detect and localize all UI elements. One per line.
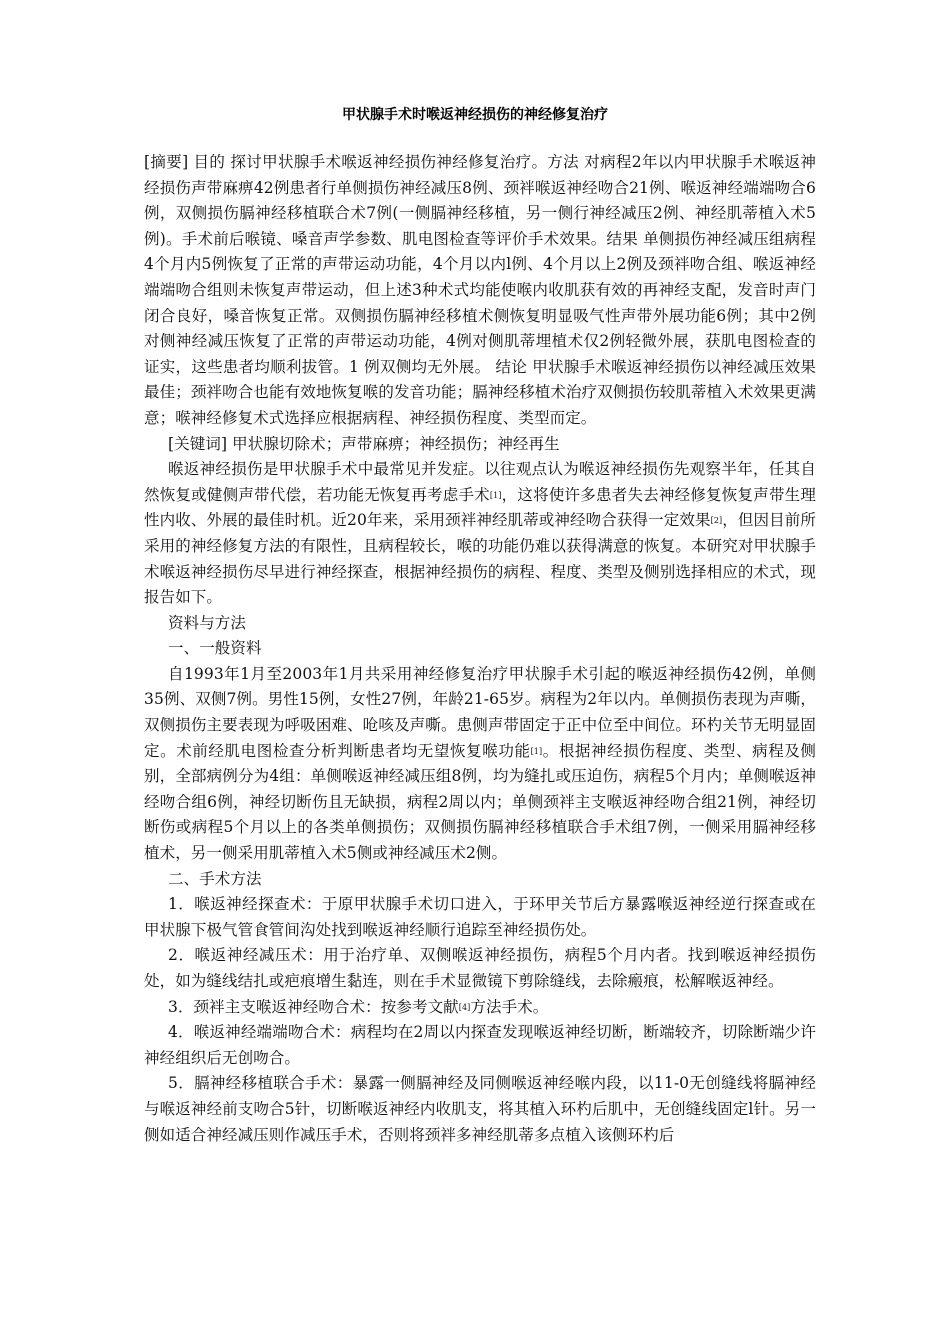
general-text-a: 自1993年1月至2003年1月共采用神经修复治疗甲状腺手术引起的喉返神经损伤42例，单侧35例、双侧7例。男性15例，女性27例，年龄21-65岁。病程为2年以内。单侧损伤表现为声嘶，双侧损伤主要表现为呼吸困难、呛咳及声嘶。患侧声带固定于正中位至中间位。环杓关节无明显固定。术前经肌电图检查分析判断患者均无望恢复喉功能 bbox=[144, 664, 816, 760]
general-text-b: 。根据神经损伤程度、类型、病程及侧别，全部病例分为4组：单侧喉返神经减压组8例，均为缝扎或压迫伤，病程5个月内；单侧喉返神经吻合组6例，神经切断伤且无缺损，病程2周以内；单侧颈袢主支喉返神经吻合组21例，神经切断伤或病程5个月以上的各类单侧损伤；双侧损伤膈神经移植联合手术组7例，一侧采用膈神经移植术，另一侧采用肌蒂植入术5侧或神经减压术2侧。 bbox=[144, 741, 817, 863]
article-body bbox=[144, 150, 816, 1148]
subsection-heading-general: 一、一般资料 bbox=[168, 639, 262, 658]
intro-text-b: ，这将使许多患者失去神经修复恢复声带生理性内收、外展的最佳时机。近20年来，采用颈袢神经肌蒂或神经吻合获得一定效果 bbox=[144, 485, 816, 530]
intro-text-a: 喉返神经损伤是甲状腺手术中最常见并发症。以往观点认为喉返神经损伤先观察半年，任其自然恢复或健侧声带代偿，若功能无恢复再考虑手术 bbox=[144, 460, 816, 504]
abstract-paragraph: [摘要] 目的 探讨甲状腺手术喉返神经损伤神经修复治疗。方法 对病程2年以内甲状腺手术喉返神经损伤声带麻痹42例患者行单侧损伤神经减压8例、颈袢喉返神经吻合21例、喉返神经端端吻合6例，双侧损伤膈神经移植联合术7例(一侧膈神经移植，另一侧行神经减压2例、神经肌蒂植入术5例)。手术前后喉镜、嗓音声学参数、肌电图检查等评价手术效果。结果 单侧损伤神经减压组病程4个月内5例恢复了正常的声带运动功能，4个月以内l例、4个月以上2例及颈袢吻合组、喉返神经端端吻合组则未恢复声带运动，但上述3种术式均能使喉内收肌获有效的再神经支配，发音时声门闭合良好，嗓音恢复正常。双侧损伤膈神经移植术侧恢复明显吸气性声带外展功能6例；其中2例对侧神经减压恢复了正常的声带运动功能，4例对侧肌蒂埋植术仅2例轻微外展，获肌电图检查的证实，这些患者均顺利拔管。1 例双侧均无外展。 结论 甲状腺手术喉返神经损伤以神经减压效果最佳；颈袢吻合也能有效地恢复喉的发音功能；膈神经移植术治疗双侧损伤较肌蒂植入术效果更满意；喉神经修复术式选择应根据病程、神经损伤程度、类型而定。 bbox=[144, 153, 816, 427]
document-title: 甲状腺手术时喉返神经损伤的神经修复治疗 bbox=[342, 107, 608, 123]
intro-text-c: ，但因目前所采用的神经修复方法的有限性，且病程较长，喉的功能仍难以获得满意的恢复。本研究对甲状腺手术喉返神经损伤尽早进行神经探查，根据神经损伤的病程、程度、类型及侧别选择相应的术式，现报告如下。 bbox=[144, 511, 816, 607]
method-paragraph-4: 4．喉返神经端端吻合术：病程均在2周以内探查发现喉返神经切断，断端较齐，切除断端少许神经组织后无创吻合。 bbox=[144, 1023, 816, 1067]
method-3-text-a: 3．颈袢主支喉返神经吻合术：按参考文献 bbox=[168, 997, 459, 1016]
citation-ref-2: [2] bbox=[710, 516, 723, 526]
method-paragraph-2: 2．喉返神经减压术：用于治疗单、双侧喉返神经损伤，病程5个月内者。找到喉返神经损伤处，如为缝线结扎或疤痕增生黏连，则在手术显微镜下剪除缝线，去除瘢痕，松解喉返神经。 bbox=[144, 946, 816, 990]
method-paragraph-3 bbox=[144, 995, 816, 1021]
subsection-heading-surgery: 二、手术方法 bbox=[168, 869, 262, 888]
citation-ref-1: [1] bbox=[489, 490, 502, 500]
general-data-paragraph bbox=[144, 662, 816, 867]
citation-ref-general: [1] bbox=[530, 746, 543, 756]
intro-paragraph bbox=[144, 457, 816, 611]
method-paragraph-1: 1．喉返神经探查术：于原甲状腺手术切口进入，于环甲关节后方暴露喉返神经逆行探查或在甲状腺下极气管食管间沟处找到喉返神经顺行追踪至神经损伤处。 bbox=[144, 895, 816, 939]
method-3-text-b: 方法手术。 bbox=[470, 997, 549, 1016]
section-heading-materials: 资料与方法 bbox=[168, 613, 247, 632]
keywords-paragraph: [关键词] 甲状腺切除术；声带麻痹；神经损伤；神经再生 bbox=[168, 434, 560, 453]
method-paragraph-5: 5．膈神经移植联合手术：暴露一侧膈神经及同侧喉返神经喉内段，以11-0无创缝线将膈神经与喉返神经前支吻合5针，切断喉返神经内收肌支，将其植入环杓后肌中，无创缝线固定l针。另一侧如适合神经减压则作减压手术，否则将颈袢多神经肌蒂多点植入该侧环杓后 bbox=[144, 1074, 816, 1144]
citation-ref-4: [4] bbox=[458, 1002, 471, 1012]
